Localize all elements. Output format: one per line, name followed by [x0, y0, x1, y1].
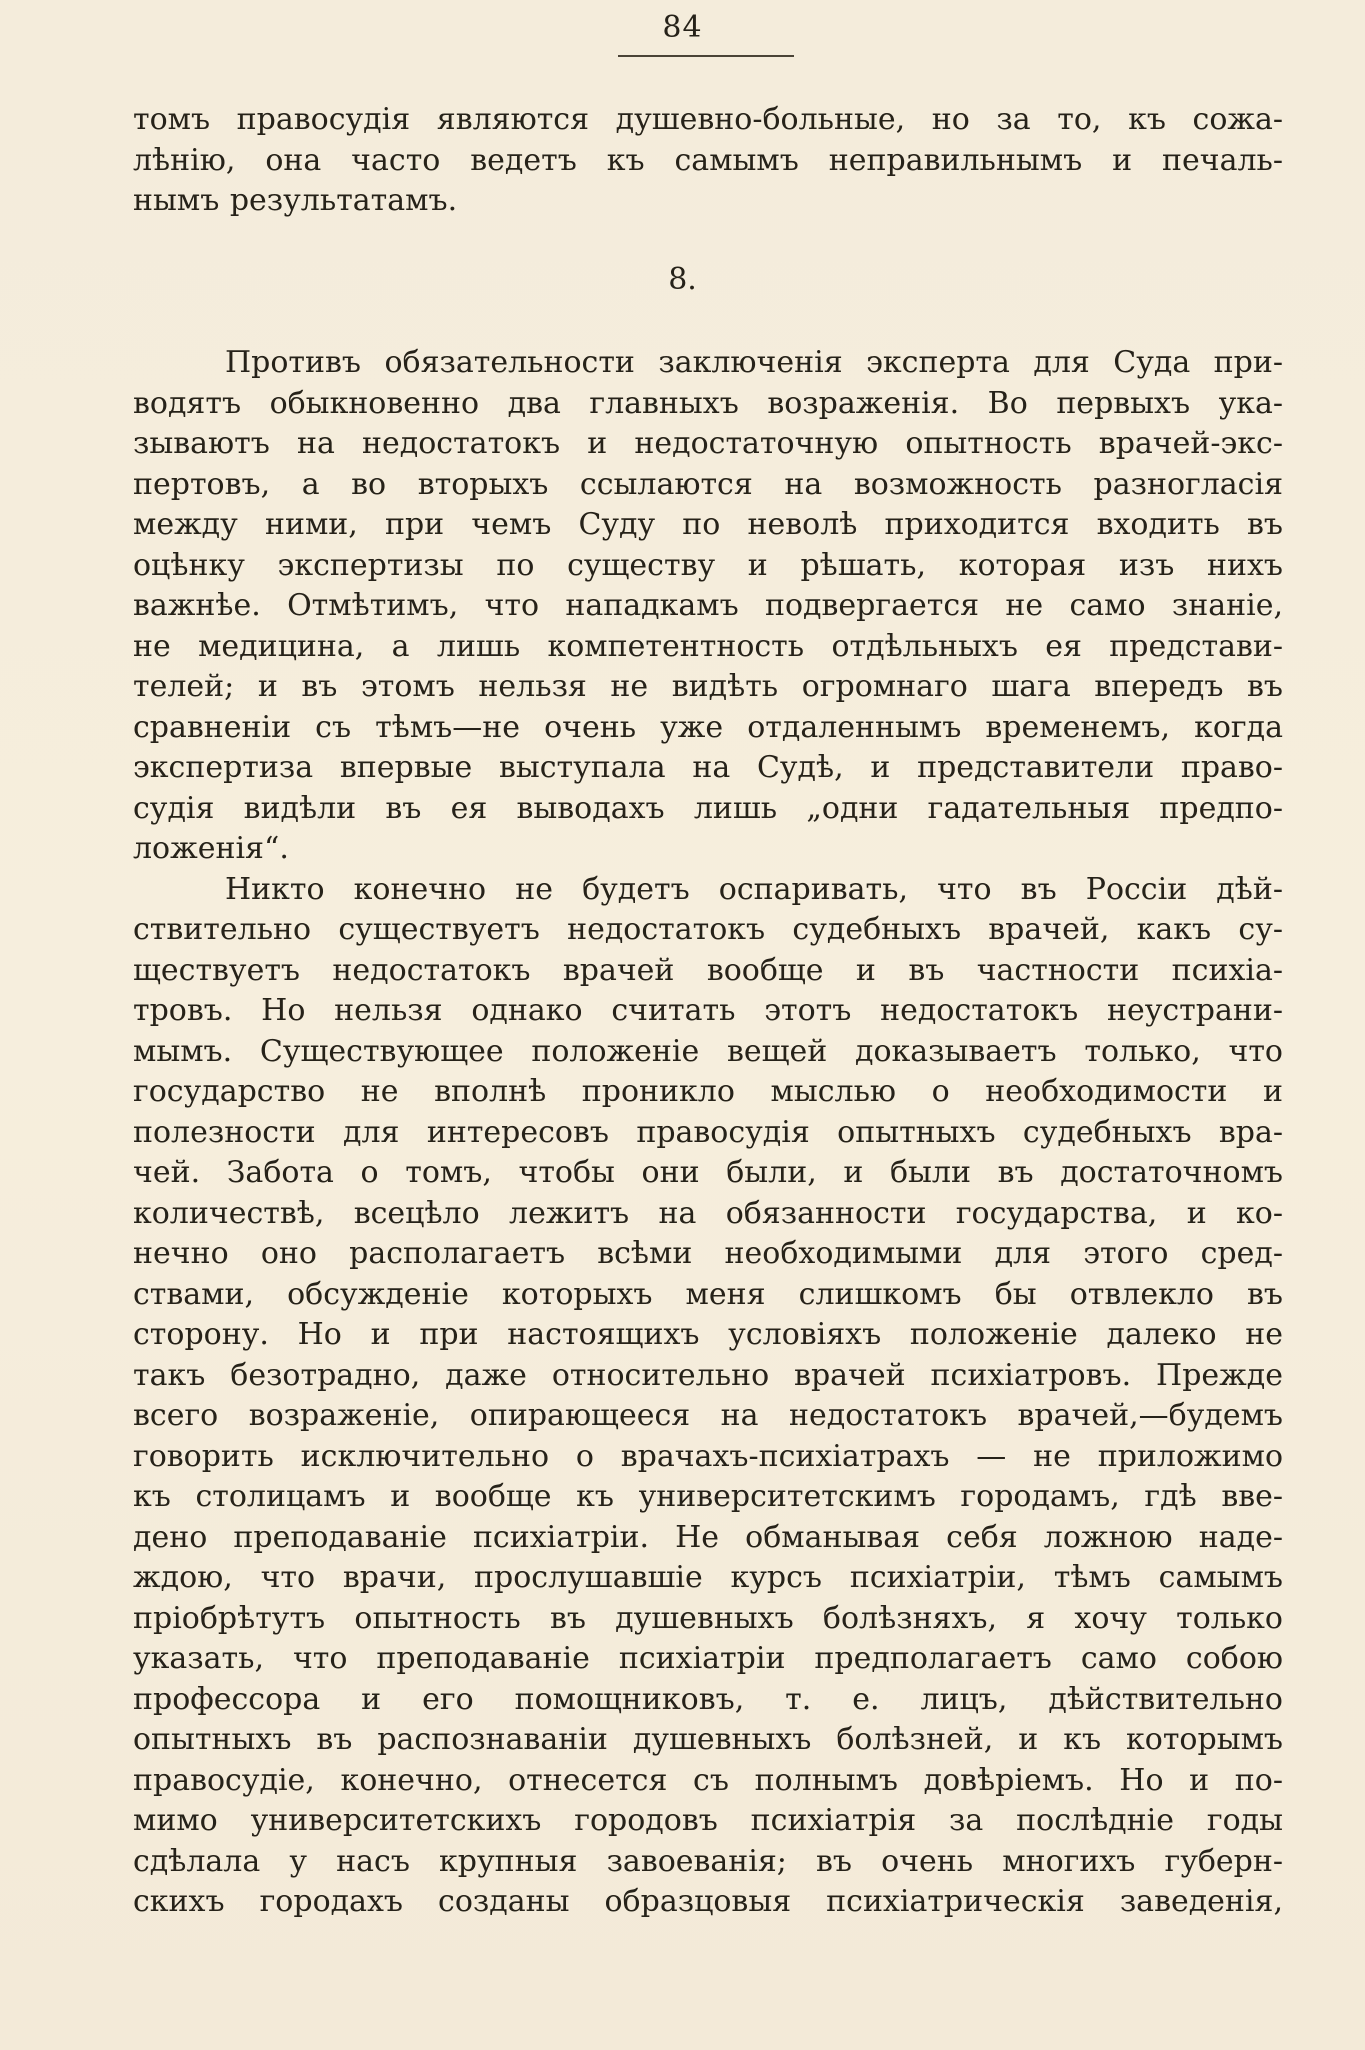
text-line: ствами, обсужденіе которыхъ меня слишкомъ бы отвлекло въ	[133, 1276, 1283, 1312]
text-line: ствительно существуетъ недостатокъ судебныхъ врачей, какъ су-	[133, 912, 1283, 947]
text-line: правосудіе, конечно, отнесется съ полнымъ довѣріемъ. Но и по-	[133, 1762, 1283, 1798]
text-line: пертовъ, а во вторыхъ ссылаются на возможность разногласія	[133, 466, 1283, 502]
text-line: между ними, при чемъ Суду по неволѣ приходится входить въ	[133, 507, 1283, 542]
header-rule	[618, 55, 794, 57]
text-line: Противъ обязательности заключенія эксперта для Суда при-	[225, 345, 1283, 380]
text-line: полезности для интересовъ правосудія опытныхъ судебныхъ вра-	[133, 1114, 1283, 1150]
text-line: томъ правосудія являются душевно-больные, но за то, къ сожа-	[133, 102, 1283, 137]
text-line: водятъ обыкновенно два главныхъ возраженія. Во первыхъ ука-	[133, 385, 1283, 421]
text-line: мимо университетскихъ городовъ психіатрія за послѣдніе годы	[133, 1803, 1283, 1838]
text-line: не медицина, а лишь компетентность отдѣльныхъ ея представи-	[133, 628, 1283, 664]
text-line: скихъ городахъ созданы образцовыя психіатрическія заведенія,	[133, 1884, 1283, 1919]
text-line: сравненіи съ тѣмъ—не очень уже отдаленнымъ временемъ, когда	[133, 709, 1283, 745]
text-line: Никто конечно не будетъ оспаривать, что въ Россіи дѣй-	[225, 871, 1283, 907]
text-line: пріобрѣтутъ опытность въ душевныхъ болѣзняхъ, я хочу только	[133, 1600, 1283, 1636]
text-line: мымъ. Существующее положеніе вещей доказываетъ только, что	[133, 1033, 1283, 1069]
text-line: сторону. Но и при настоящихъ условіяхъ положеніе далеко не	[133, 1317, 1283, 1352]
text-line: тровъ. Но нельзя однако считать этотъ недостатокъ неустрани-	[133, 993, 1283, 1028]
text-line: нечно оно располагаетъ всѣми необходимыми для этого сред-	[133, 1236, 1283, 1271]
text-line: ществуетъ недостатокъ врачей вообще и въ частности психіа-	[133, 952, 1283, 988]
body-text	[133, 343, 1283, 1923]
section-number: 8.	[668, 262, 697, 297]
paragraph-2	[133, 870, 1283, 1923]
text-line: опытныхъ въ распознаваніи душевныхъ болѣзней, и къ которымъ	[133, 1722, 1283, 1757]
paragraph-continued	[133, 100, 1283, 222]
text-line: оцѣнку экспертизы по существу и рѣшать, которая изъ нихъ	[133, 547, 1283, 583]
text-line: экспертиза впервые выступала на Судѣ, и представители право-	[133, 750, 1283, 785]
text-line: чей. Забота о томъ, чтобы они были, и были въ достаточномъ	[133, 1155, 1283, 1190]
text-line: говорить исключительно о врачахъ-психіатрахъ — не приложимо	[133, 1438, 1283, 1474]
page-number: 84	[662, 10, 703, 45]
paragraph-1	[133, 343, 1283, 870]
text-line: ложенія“.	[133, 831, 289, 866]
text-line: такъ безотрадно, даже относительно врачей психіатровъ. Прежде	[133, 1357, 1283, 1393]
text-line: важнѣе. Отмѣтимъ, что нападкамъ подвергается не само знаніе,	[133, 588, 1283, 623]
text-line: государство не вполнѣ проникло мыслью о необходимости и	[133, 1074, 1283, 1109]
text-line: количествѣ, всецѣло лежитъ на обязанности государства, и ко-	[133, 1195, 1283, 1231]
text-line: дено преподаваніе психіатріи. Не обманывая себя ложною наде-	[133, 1519, 1283, 1555]
text-line: нымъ результатамъ.	[133, 183, 458, 218]
text-line: сдѣлала у насъ крупныя завоеванія; въ очень многихъ губерн-	[133, 1843, 1283, 1879]
text-line: ждою, что врачи, прослушавшіе курсъ психіатріи, тѣмъ самымъ	[133, 1560, 1283, 1595]
text-line: судія видѣли въ ея выводахъ лишь „одни гадательныя предпо-	[133, 790, 1283, 826]
text-line: профессора и его помощниковъ, т. е. лицъ, дѣйствительно	[133, 1681, 1283, 1717]
text-line: указать, что преподаваніе психіатріи предполагаетъ само собою	[133, 1641, 1283, 1676]
text-line: телей; и въ этомъ нельзя не видѣть огромнаго шага впередъ въ	[133, 669, 1283, 704]
text-line: всего возраженіе, опирающееся на недостатокъ врачей,—будемъ	[133, 1398, 1283, 1433]
text-line: зываютъ на недостатокъ и недостаточную опытность врачей-экс-	[133, 426, 1283, 461]
text-line: лѣнію, она часто ведетъ къ самымъ неправильнымъ и печаль-	[133, 142, 1283, 178]
text-line: къ столицамъ и вообще къ университетскимъ городамъ, гдѣ вве-	[133, 1479, 1283, 1514]
